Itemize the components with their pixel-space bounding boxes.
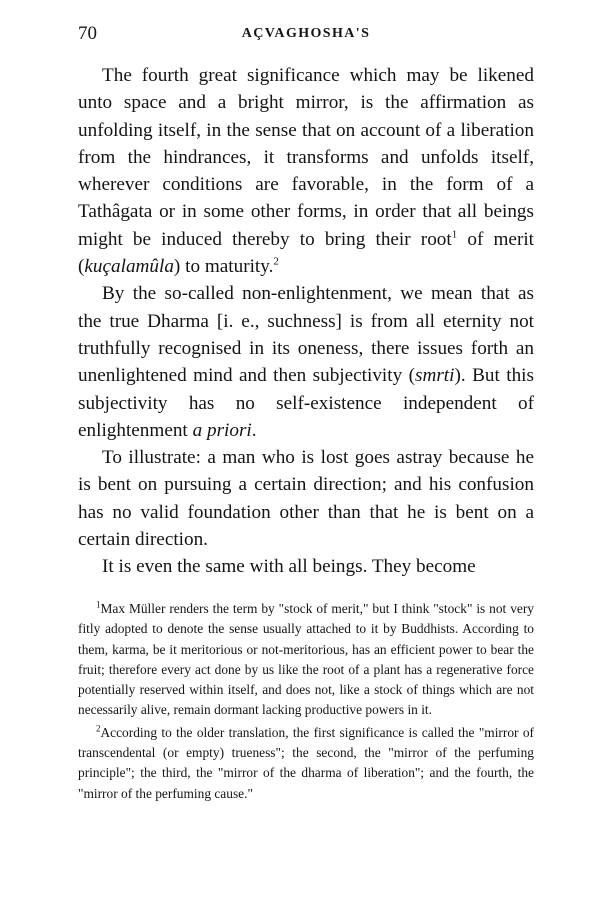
paragraph-1-text-c: ) to maturity. [173,256,274,278]
paragraph-1 [78,62,534,280]
main-text [78,62,534,581]
paragraph-4: It is even the same with all beings. They become [102,556,476,578]
footnote-2-text: According to the older translation, the first significance is called the "mirror of transcendental (or empty) trueness"; the second, the "mirror of the perfuming principle"; the third, the "mirror of the dharma of liberation"; and the fourth, the "mirror of the perfuming cause." [78,724,534,801]
footnote-1-mark: 1 [96,599,101,610]
paragraph-2 [78,280,534,444]
footnote-1 [78,599,534,721]
paragraph-2-text-a: By the so-called non-enlightenment, we mean that as the true Dharma [i. e., suchness] is from all eternity not truthfully recognised in its oneness, there issues forth an unenlightened mind and then subjectivity ( [78,283,534,387]
footnote-ref-1: 1 [451,228,458,241]
paragraph-2-text-c: . [251,419,257,441]
footnote-2 [78,723,534,804]
paragraph-3: To illustrate: a man who is lost goes astray because he is bent on pursuing a certain direction; and his confusion has no valid foundation other than that he is bent on a certain direction. [78,447,534,551]
footnote-2-mark: 2 [96,723,101,734]
sanskrit-term-kusalamula: kuçalamûla [84,256,174,278]
page-number: 70 [78,23,97,44]
paragraph-1-text-a: The fourth great significance which may be likened unto space and a bright mirror, is the affirmation as unfolding itself, in the sense that on account of a liberation from the hindrances, it transforms and unfolds itself, wherever conditions are favorable, in the form of a Tathâgata or in some other forms, in order that all beings might be induced thereby to bring their root [78,65,534,250]
running-title: AÇVAGHOSHA'S [241,26,371,41]
running-head [78,22,534,46]
footnote-1-text: Max Müller renders the term by "stock of merit," but I think "stock" is not very fitly adopted to denote the sense usually attached to it by Buddhists. According to them, karma, be it meritorious or not-meritorious, has an efficient power to bear the fruit; therefore every act done by us like the root of a plant has a regenerative force potentially reserved within itself, and does not, like a stock of things which are not necessarily alive, remain dormant lacking productive powers in it. [78,601,534,718]
footnotes [78,599,534,806]
paragraph-1-text-b: of merit ( [78,228,534,278]
latin-term-a-priori: a priori [192,419,252,441]
sanskrit-term-smrti: smrti [415,365,455,387]
footnote-ref-2: 2 [273,255,279,268]
paragraph-2-text-b: ). But this subjectivity has no self-existence independent of enlightenment [78,365,534,441]
